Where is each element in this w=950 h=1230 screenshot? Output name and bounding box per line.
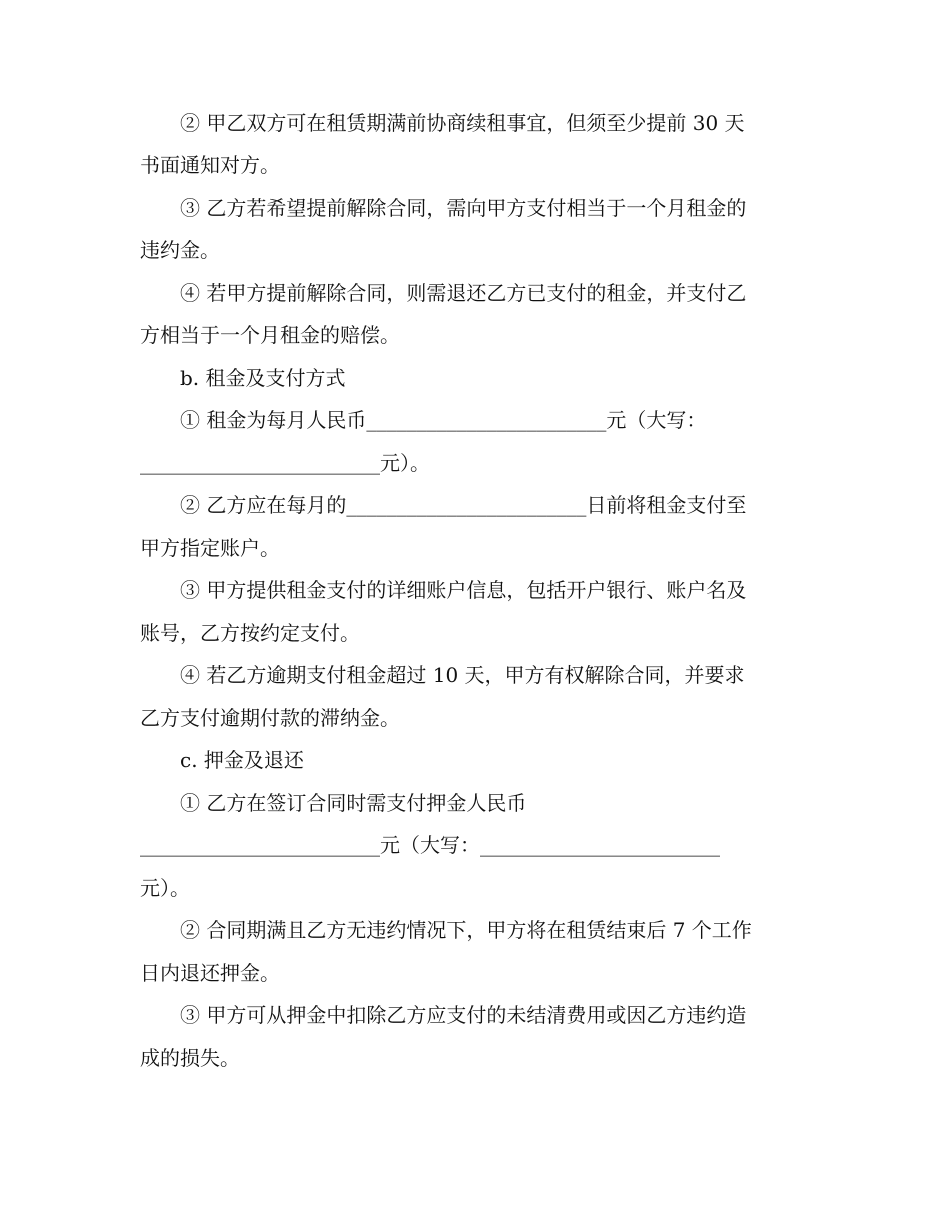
paragraph-line: ③ 甲方提供租金支付的详细账户信息，包括开户银行、账户名及 <box>180 578 747 602</box>
paragraph-line: 甲方指定账户。 <box>140 536 280 560</box>
paragraph-line: 书面通知对方。 <box>140 153 280 177</box>
paragraph-line: ③ 甲方可从押金中扣除乙方应支付的未结清费用或因乙方违约造 <box>180 1003 747 1027</box>
paragraph-line: ③ 乙方若希望提前解除合同，需向甲方支付相当于一个月租金的 <box>180 196 747 220</box>
paragraph-line: 账号，乙方按约定支付。 <box>140 621 360 645</box>
paragraph-line: 违约金。 <box>140 238 220 262</box>
section-heading: c. 押金及退还 <box>180 748 304 772</box>
paragraph-line: ________________________元）。 <box>140 451 430 475</box>
paragraph-line: ④ 若乙方逾期支付租金超过 10 天，甲方有权解除合同，并要求 <box>180 663 745 687</box>
paragraph-line: ① 租金为每月人民币________________________元（大写： <box>180 408 707 432</box>
paragraph-line: 日内退还押金。 <box>140 961 280 985</box>
paragraph-line: ② 合同期满且乙方无违约情况下，甲方将在租赁结束后 7 个工作 <box>180 918 752 942</box>
paragraph-line: ④ 若甲方提前解除合同，则需退还乙方已支付的租金，并支付乙 <box>180 281 747 305</box>
paragraph-line: 成的损失。 <box>140 1046 240 1070</box>
paragraph-line: ② 甲乙双方可在租赁期满前协商续租事宜，但须至少提前 30 天 <box>180 111 745 135</box>
paragraph-line: 乙方支付逾期付款的滞纳金。 <box>140 706 400 730</box>
paragraph-line: 元）。 <box>140 876 190 900</box>
section-heading: b. 租金及支付方式 <box>180 366 346 390</box>
paragraph-line: ① 乙方在签订合同时需支付押金人民币 <box>180 791 527 815</box>
paragraph-line: ② 乙方应在每月的________________________日前将租金支付至 <box>180 493 747 517</box>
paragraph-line: ________________________元（大写：________________________ <box>140 833 720 857</box>
paragraph-line: 方相当于一个月租金的赔偿。 <box>140 323 400 347</box>
